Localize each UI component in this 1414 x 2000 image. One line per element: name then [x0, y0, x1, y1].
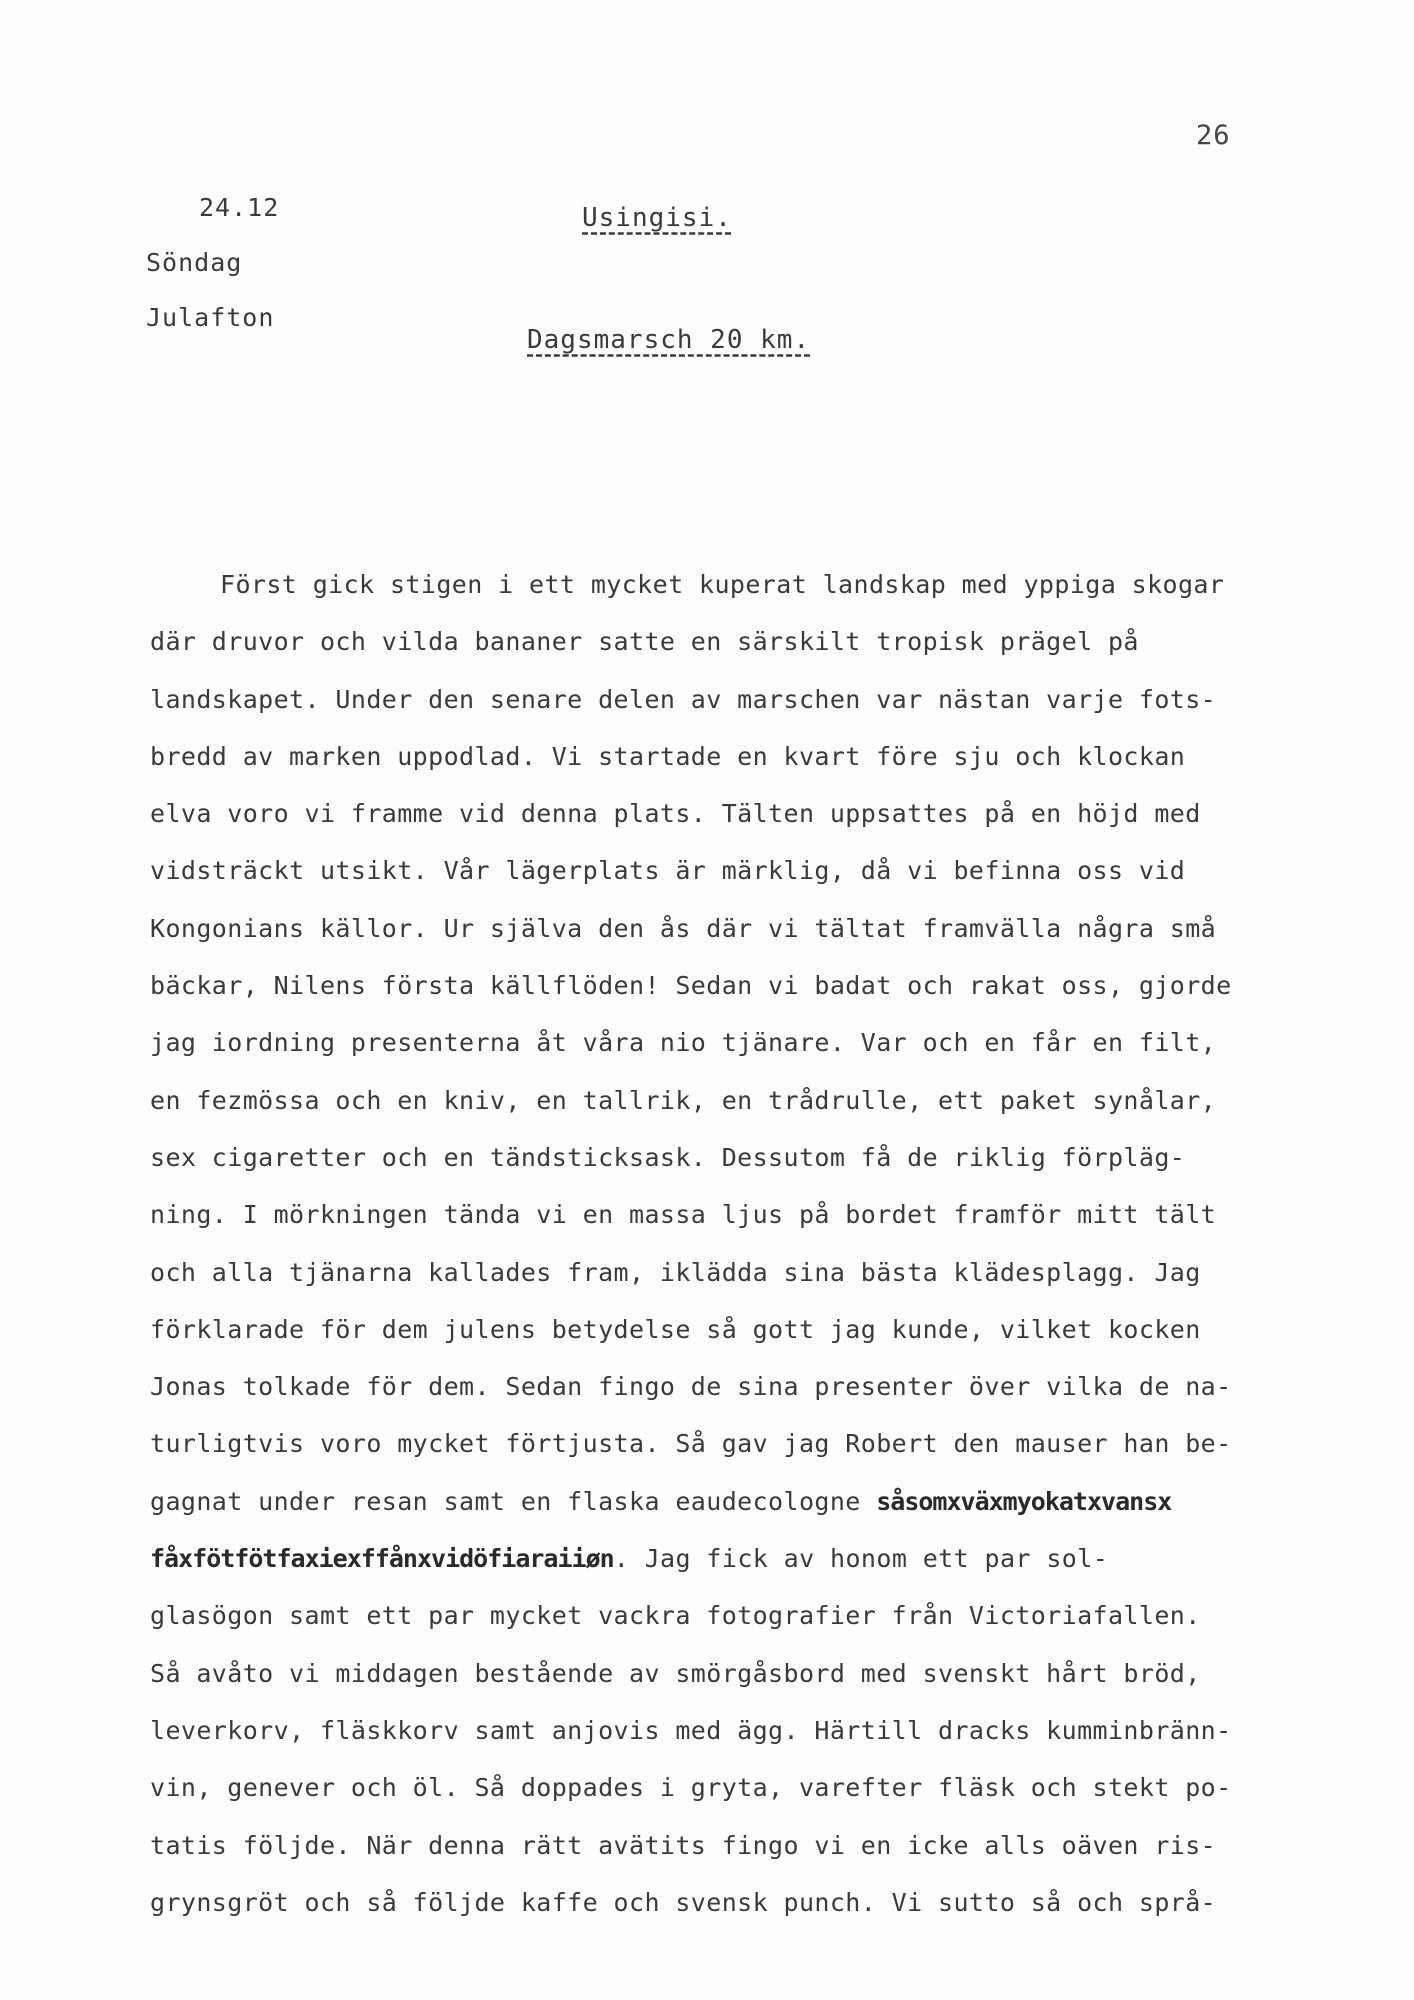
body-line: jag iordning presenterna åt våra nio tjänare. Var och en får en filt, [150, 1028, 1217, 1058]
body-line: ning. I mörkningen tända vi en massa ljus på bordet framför mitt tält [150, 1200, 1217, 1230]
entry-date: 24.12 [199, 193, 280, 222]
body-line-with-strikeout [150, 1473, 1380, 1530]
body-line: bäckar, Nilens första källflöden! Sedan vi badat och rakat oss, gjorde [150, 971, 1232, 1001]
struck-out-text: såsomxväxmyokatxvansx [876, 1486, 1172, 1516]
body-line: vidsträckt utsikt. Vår lägerplats är märklig, då vi befinna oss vid [150, 856, 1186, 886]
entry-occasion: Julafton [146, 303, 275, 332]
body-line: bredd av marken uppodlad. Vi startade en kvart före sju och klockan [150, 741, 1186, 771]
body-line-with-strikeout [150, 1530, 1380, 1587]
body-line: och alla tjänarna kallades fram, iklädda sina bästa klädesplagg. Jag [150, 1257, 1201, 1287]
diary-body [150, 556, 1380, 1931]
struck-out-text: fåxfötfötfaxiexffånxvidöfiaraiiøn [150, 1544, 614, 1574]
body-line: förklarade för dem julens betydelse så gott jag kunde, vilket kocken [150, 1314, 1201, 1344]
body-line: Jonas tolkade för dem. Sedan fingo de sina presenter över vilka de na- [150, 1372, 1232, 1402]
body-line: turligtvis voro mycket förtjusta. Så gav jag Robert den mauser han be- [150, 1429, 1232, 1459]
entry-weekday: Söndag [146, 248, 243, 277]
body-line: landskapet. Under den senare delen av marschen var nästan varje fots- [150, 684, 1217, 714]
body-line: tatis följde. När denna rätt avätits fingo vi en icke alls oäven ris- [150, 1830, 1217, 1860]
body-line-text: gagnat under resan samt en flaska eaudecologne [150, 1486, 877, 1516]
body-line: vin, genever och öl. Så doppades i gryta, varefter fläsk och stekt po- [150, 1773, 1232, 1803]
body-line: en fezmössa och en kniv, en tallrik, en trådrulle, ett paket synålar, [150, 1085, 1217, 1115]
body-line: Kongonians källor. Ur själva den ås där vi tältat framvälla några små [150, 913, 1217, 943]
body-line: elva voro vi framme vid denna plats. Tälten uppsattes på en höjd med [150, 799, 1201, 829]
march-heading: Dagsmarsch 20 km. [527, 325, 811, 355]
body-line: sex cigaretter och en tändsticksask. Dessutom få de riklig förpläg- [150, 1142, 1186, 1172]
body-line: Först gick stigen i ett mycket kuperat landskap med yppiga skogar [220, 570, 1225, 599]
margin-notes [146, 180, 279, 345]
body-line: leverkorv, fläskkorv samt anjovis med ägg. Härtill dracks kumminbränn- [150, 1715, 1232, 1745]
page-number: 26 [1196, 120, 1231, 151]
place-heading: Usingisi. [582, 203, 732, 233]
body-line: glasögon samt ett par mycket vackra fotografier från Victoriafallen. [150, 1601, 1201, 1631]
body-line: där druvor och vilda bananer satte en särskilt tropisk prägel på [150, 627, 1139, 657]
body-line-text: . Jag fick av honom ett par sol- [613, 1544, 1109, 1574]
body-line: grynsgröt och så följde kaffe och svensk punch. Vi sutto så och språ- [150, 1887, 1217, 1917]
body-line: Så avåto vi middagen bestående av smörgåsbord med svenskt hårt bröd, [150, 1658, 1201, 1688]
